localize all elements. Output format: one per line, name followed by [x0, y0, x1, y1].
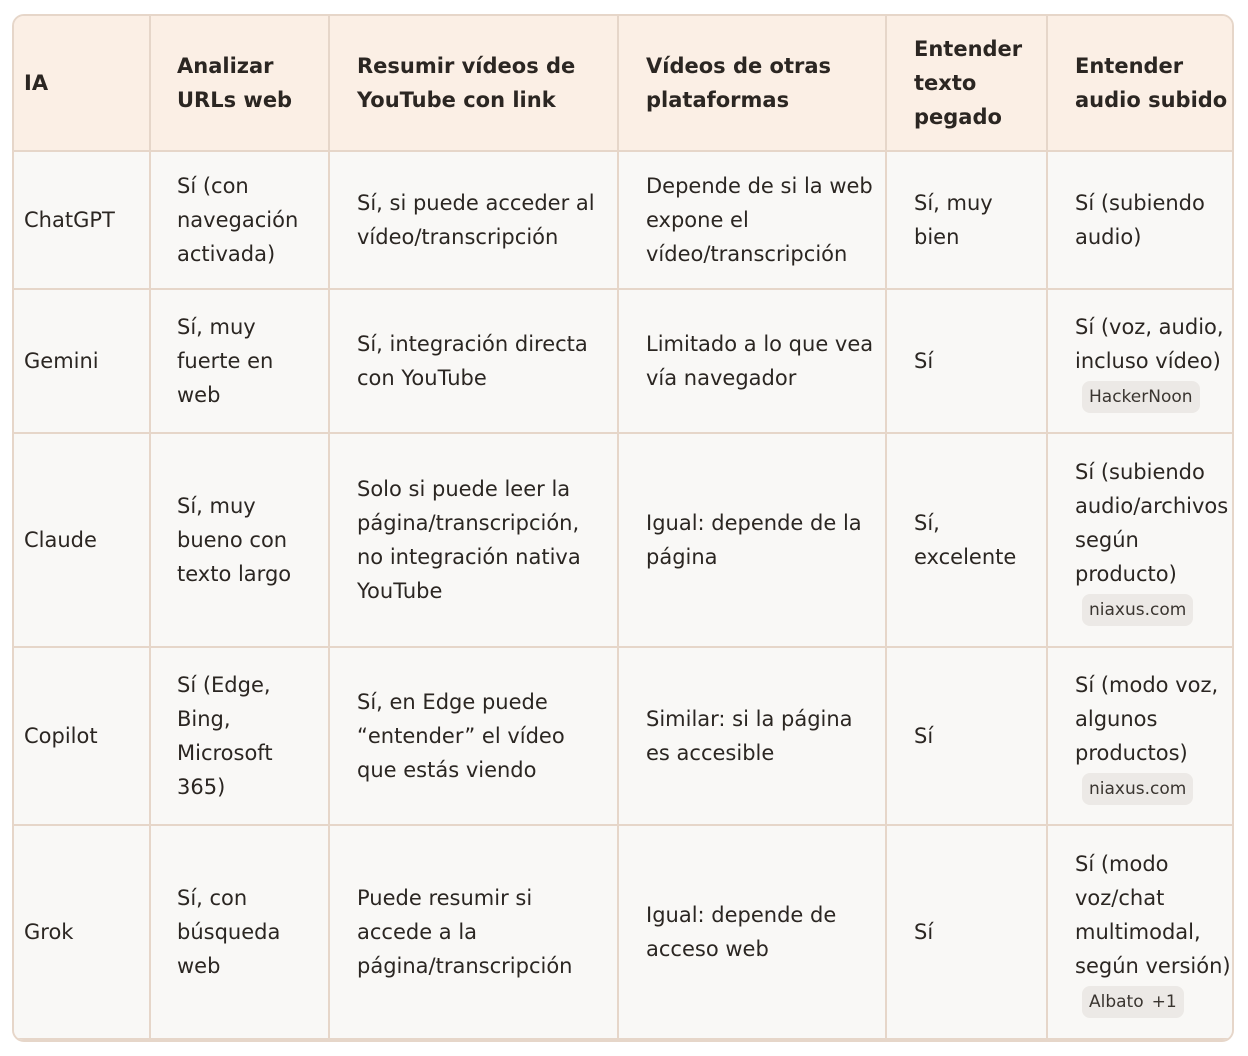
cell-ia: Claude [13, 433, 150, 647]
cell-audio [1047, 151, 1234, 289]
cell-youtube: Solo si puede leer la página/transcripción, no integración nativa YouTube [329, 433, 618, 647]
table-row [13, 433, 1234, 647]
cell-youtube: Puede resumir si accede a la página/transcripción [329, 825, 618, 1039]
cell-urls: Sí, muy bueno con texto largo [150, 433, 329, 647]
source-badge-label: Albato [1089, 991, 1144, 1012]
cell-otras: Limitado a lo que vea vía navegador [618, 289, 886, 433]
cell-ia: Copilot [13, 647, 150, 825]
table-header-row [13, 15, 1234, 151]
cell-texto: Sí, excelente [886, 433, 1047, 647]
cell-audio [1047, 289, 1234, 433]
header-analizar-urls: Analizar URLs web [150, 15, 329, 151]
header-audio-subido: Entender audio subido [1047, 15, 1234, 151]
source-badge[interactable] [1082, 594, 1193, 626]
cell-texto: Sí [886, 289, 1047, 433]
cell-texto: Sí, muy bien [886, 151, 1047, 289]
cell-otras: Igual: depende de acceso web [618, 825, 886, 1039]
source-badge-label: HackerNoon [1089, 386, 1193, 407]
cell-audio [1047, 433, 1234, 647]
header-otras-plataformas: Vídeos de otras plataformas [618, 15, 886, 151]
comparison-table [12, 14, 1234, 1040]
cell-otras: Igual: depende de la página [618, 433, 886, 647]
source-badge[interactable] [1082, 381, 1200, 413]
table-row [13, 825, 1234, 1039]
table-row [13, 289, 1234, 433]
cell-youtube: Sí, si puede acceder al vídeo/transcripción [329, 151, 618, 289]
cell-audio-text: Sí (modo voz/chat multimodal, según versión) [1075, 851, 1231, 978]
cell-youtube: Sí, en Edge puede “entender” el vídeo que estás viendo [329, 647, 618, 825]
cell-urls: Sí, muy fuerte en web [150, 289, 329, 433]
source-badge-extra: +1 [1151, 991, 1177, 1012]
header-ia: IA [13, 15, 150, 151]
source-badge[interactable] [1082, 773, 1193, 805]
table-row [13, 151, 1234, 289]
cell-ia: Grok [13, 825, 150, 1039]
cell-urls: Sí (Edge, Bing, Microsoft 365) [150, 647, 329, 825]
cell-audio [1047, 647, 1234, 825]
header-texto-pegado: Entender texto pegado [886, 15, 1047, 151]
cell-urls: Sí, con búsqueda web [150, 825, 329, 1039]
cell-audio-text: Sí (subiendo audio) [1075, 191, 1205, 249]
cell-urls: Sí (con navegación activada) [150, 151, 329, 289]
cell-audio [1047, 825, 1234, 1039]
cell-audio-text: Sí (subiendo audio/archivos según producto) [1075, 459, 1229, 586]
cell-audio-text: Sí (modo voz, algunos productos) [1075, 672, 1219, 765]
cell-audio-text: Sí (voz, audio, incluso vídeo) [1075, 314, 1224, 373]
cell-texto: Sí [886, 825, 1047, 1039]
cell-ia: ChatGPT [13, 151, 150, 289]
source-badge-label: niaxus.com [1089, 599, 1187, 620]
source-badge[interactable] [1082, 986, 1184, 1018]
header-resumir-youtube: Resumir vídeos de YouTube con link [329, 15, 618, 151]
cell-otras: Similar: si la página es accesible [618, 647, 886, 825]
comparison-table-container [12, 14, 1234, 1042]
cell-texto: Sí [886, 647, 1047, 825]
cell-otras: Depende de si la web expone el vídeo/transcripción [618, 151, 886, 289]
cell-ia: Gemini [13, 289, 150, 433]
table-row [13, 647, 1234, 825]
source-badge-label: niaxus.com [1089, 778, 1187, 799]
cell-youtube: Sí, integración directa con YouTube [329, 289, 618, 433]
